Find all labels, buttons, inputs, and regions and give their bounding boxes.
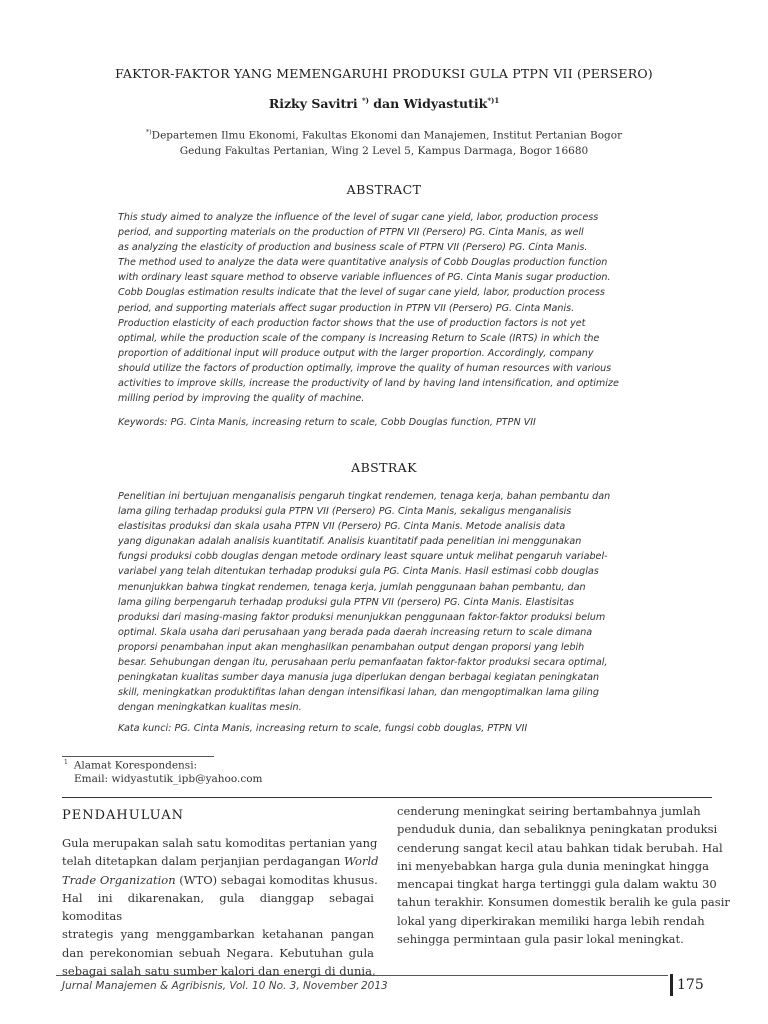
text-line: besar. Sehubungan dengan itu, perusahaan perlu pemanfaatan faktor-faktor produksi secara optimal, — [118, 657, 608, 669]
intro-line: strategis yang menggambarkan ketahanan pangan — [62, 927, 374, 942]
text-line: lokal yang diperkirakan memiliki harga lebih rendah — [397, 913, 705, 928]
text-line: as analyzing the elasticity of production and business scale of PTPN VII (Persero) PG. Cinta Manis. — [118, 242, 588, 254]
affiliation-line-2: Gedung Fakultas Pertanian, Wing 2 Level 5, Kampus Darmaga, Bogor 16680 — [179, 145, 589, 157]
intro-right-column — [397, 802, 730, 948]
footnote-divider — [62, 756, 214, 757]
footnote-correspondence: $^1$ Alamat Korespondensi: — [64, 759, 198, 772]
abstrak-keywords: Kata kunci: PG. Cinta Manis, increasing return to scale, fungsi cobb douglas, PTPN VII — [118, 723, 528, 734]
text-line: milling period by improving the quality of machine. — [118, 393, 365, 405]
text-line: optimal, while the production scale of the company is Increasing Return to Scale (IRTS) in which the — [118, 332, 600, 344]
intro-heading: PENDAHULUAN — [62, 808, 184, 823]
text-line: Production elasticity of each production factor shows that the use of production factors is not yet — [118, 317, 586, 329]
text-line: This study aimed to analyze the influence of the level of sugar cane yield, labor, production process — [118, 212, 599, 223]
footnote-email: Email: widyastutik_ipb@yahoo.com — [74, 773, 263, 785]
abstrak-body — [118, 489, 650, 715]
text-line: period, and supporting materials affect sugar production in PTPN VII (Persero) PG. Cinta Manis. — [118, 302, 575, 314]
intro-line: dan perekonomian sebuah Negara. Kebutuhan gula — [62, 945, 374, 960]
text-line: menunjukkan bahwa tingkat rendemen, tenaga kerja, jumlah penggunaan bahan pembantu, dan — [118, 581, 586, 593]
text-line: fungsi produksi cobb douglas dengan metode ordinary least square untuk melihat pengaruh variabel- — [118, 551, 608, 563]
intro-line: telah ditetapkan dalam perjanjian perdagangan World — [62, 854, 379, 869]
section-divider — [62, 797, 712, 798]
text-line: dengan meningkatkan kualitas mesin. — [118, 702, 302, 714]
affiliation-line-1: *)Departemen Ilmu Ekonomi, Fakultas Ekonomi dan Manajemen, Institut Pertanian Bogor — [145, 128, 623, 142]
text-line: Cobb Douglas estimation results indicate that the level of sugar cane yield, labor, production process — [118, 287, 605, 299]
paper-title: FAKTOR-FAKTOR YANG MEMENGARUHI PRODUKSI GULA PTPN VII (PERSERO) — [115, 66, 653, 81]
text-line: produksi dari masing-masing faktor produksi menunjukkan penggunaan faktor-faktor produksi belum — [118, 611, 606, 623]
text-line: lama giling berpengaruh terhadap produksi gula PTPN VII (persero) PG. Cinta Manis. Elastisitas — [118, 596, 574, 608]
journal-citation: Jurnal Manajemen & Agribisnis, Vol. 10 No. 3, November 2013 — [62, 980, 388, 992]
text-line: elastisitas produksi dan skala usaha PTPN VII (Persero) PG. Cinta Manis. Metode analisis data — [118, 521, 566, 533]
author-1-mark: *) — [361, 96, 369, 105]
text-line: cenderung meningkat seiring bertambahnya jumlah — [397, 804, 701, 818]
text-line: mencapai tingkat harga tertinggi gula dalam waktu 30 — [397, 877, 717, 892]
page-number-bar — [670, 974, 673, 996]
intro-line: sebagai salah satu sumber kalori dan energi di dunia, — [62, 964, 376, 979]
author-2: Widyastutik — [403, 96, 488, 112]
text-line: with ordinary least square method to observe variable influences of PG. Cinta Manis sugar production. — [118, 272, 611, 284]
text-line: tahun terakhir. Konsumen domestik beralih ke gula pasir — [397, 895, 730, 910]
text-line: ini menyebabkan harga gula dunia meningkat hingga — [397, 858, 709, 873]
authors-line — [60, 96, 708, 111]
abstract-keywords: Keywords: PG. Cinta Manis, increasing return to scale, Cobb Douglas function, PTPN VII — [118, 417, 536, 428]
text-line: sehingga permintaan gula pasir lokal meningkat. — [397, 932, 684, 947]
text-line: optimal. Skala usaha dari perusahaan yang berada pada daerah increasing return to scale dimana — [118, 626, 593, 638]
text-line: Penelitian ini bertujuan menganalisis pengaruh tingkat rendemen, tenaga kerja, bahan pembantu dan — [118, 491, 611, 502]
text-line: period, and supporting materials on the production of PTPN VII (Persero) PG. Cinta Manis, as well — [118, 227, 584, 239]
author-1: Rizky Savitri — [268, 96, 358, 112]
text-line: lama giling terhadap produksi gula PTPN VII (Persero) PG. Cinta Manis, sekaligus menganalisis — [118, 506, 572, 518]
text-line: should utilize the factors of production optimally, improve the quality of human resources with various — [118, 362, 612, 374]
text-line: variabel yang telah ditentukan terhadap produksi gula PG. Cinta Manis. Hasil estimasi cobb douglas — [118, 566, 599, 578]
text-line: proportion of additional input will produce output with the larger proportion. Accordingly, company — [118, 347, 594, 359]
abstrak-heading: ABSTRAK — [351, 460, 417, 475]
text-line: peningkatan kualitas sumber daya manusia juga diperlukan dengan berbagai kegiatan peningkatan — [118, 672, 600, 684]
page-number: 175 — [677, 977, 704, 993]
abstract-heading: ABSTRACT — [346, 182, 422, 197]
abstract-body — [118, 210, 650, 406]
text-line: penduduk dunia, dan sebaliknya peningkatan produksi — [397, 822, 718, 837]
intro-line: Trade Organization (WTO) sebagai komoditas khusus. — [62, 872, 378, 887]
text-line: proporsi penambahan input akan menghasilkan penambahan output dengan proporsi yang lebih — [118, 641, 585, 653]
intro-line: Hal ini dikarenakan, gula dianggap sebagai komoditas — [62, 890, 374, 924]
intro-line: Gula merupakan salah satu komoditas pertanian yang — [62, 836, 378, 850]
text-line: yang digunakan adalah analisis kuantitatif. Analisis kuantitatif pada penelitian ini menggunakan — [118, 536, 582, 548]
footer-rule — [56, 975, 668, 976]
affiliation-mark: *) — [145, 128, 152, 136]
author-conjunction: dan — [373, 96, 400, 112]
author-2-mark: *)1 — [487, 96, 500, 105]
footnote-mark: 1 — [64, 759, 68, 766]
text-line: The method used to analyze the data were quantitative analysis of Cobb Douglas production function — [118, 257, 608, 269]
text-line: skill, meningkatkan produktifitas lahan dengan intensifikasi lahan, dan mengoptimalkan lama giling — [118, 687, 599, 699]
intro-left-column — [62, 834, 379, 980]
text-line: activities to improve skills, increase the productivity of land by having land intensification, and optimize — [118, 378, 619, 390]
text-line: cenderung sangat kecil atau bahkan tidak berubah. Hal — [397, 840, 723, 855]
